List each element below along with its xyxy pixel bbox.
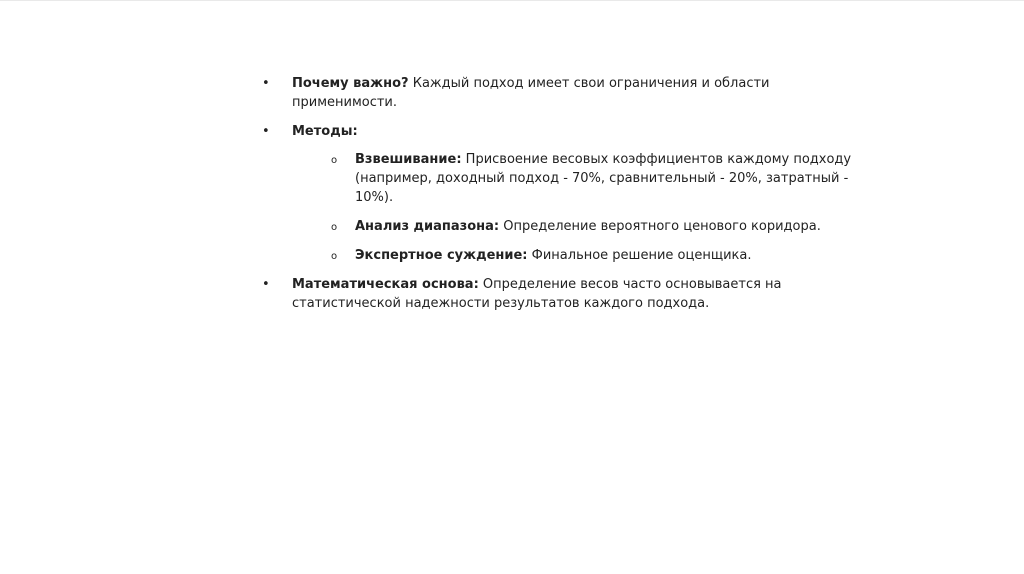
circle-bullet-icon: o [331,251,338,262]
subitem-title: Анализ диапазона: [355,219,500,234]
item-title: Методы: [292,124,358,139]
item-text: Каждый подход имеет свои ограничения и области применимости. [292,76,770,110]
subitem-text: Финальное решение оценщика. [527,248,752,263]
item-title: Почему важно? [292,76,409,91]
bullet-icon: • [262,76,270,91]
list-item-why-important [262,74,862,112]
subitem-title: Взвешивание: [355,152,462,167]
bullet-icon: • [262,124,270,139]
list-item-math-basis [262,275,862,313]
item-title: Математическая основа: [292,277,479,292]
subitem-title: Экспертное суждение: [355,248,528,263]
circle-bullet-icon: o [331,155,338,166]
sublist-item-range-analysis [292,217,862,236]
sublist-item-expert-judgment [292,246,862,265]
circle-bullet-icon: o [331,222,338,233]
subitem-text: Присвоение весовых коэффициентов каждому подходу (например, доходный подход - 70%, сравнительный - 20%, затратный - 10%). [355,152,852,205]
bullet-list [262,74,862,323]
top-divider [0,0,1024,1]
item-text: Определение весов часто основывается на статистической надежности результатов каждого подхода. [292,277,782,311]
sublist-item-weighting [292,150,862,207]
methods-sublist [292,150,862,265]
list-item-methods [262,122,862,265]
bullet-icon: • [262,277,270,292]
subitem-text: Определение вероятного ценового коридора. [499,219,821,234]
